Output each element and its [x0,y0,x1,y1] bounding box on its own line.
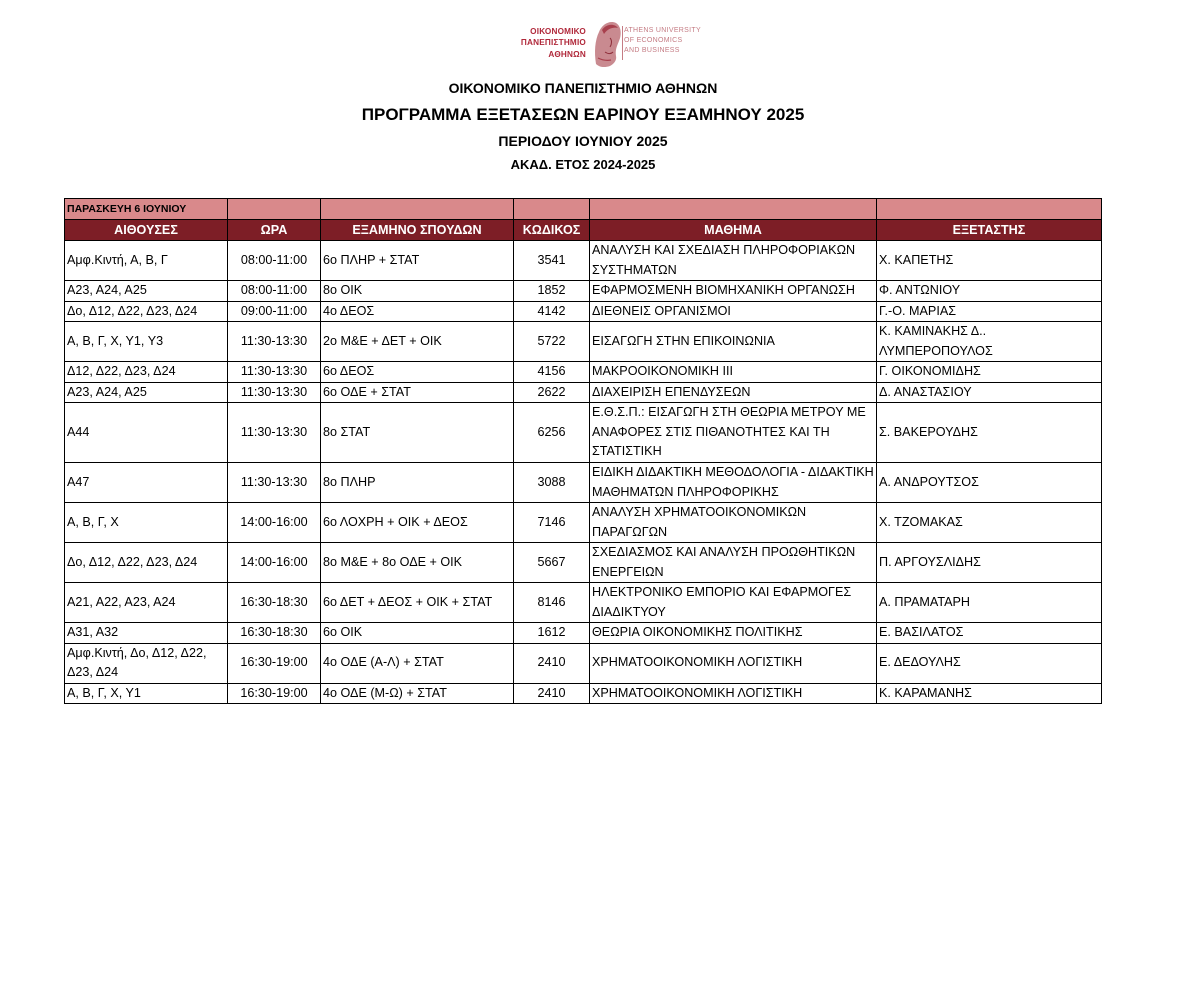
cell-course: ΕΦΑΡΜΟΣΜΕΝΗ ΒΙΟΜΗΧΑΝΙΚΗ ΟΡΓΑΝΩΣΗ [590,281,877,302]
cell-time: 14:00-16:00 [228,503,321,543]
table-row [65,241,1102,281]
cell-code: 6256 [514,403,590,463]
cell-semester: 4ο ΟΔΕ (Α-Λ) + ΣΤΑΤ [321,643,514,683]
cell-semester: 6ο ΔΕΟΣ [321,362,514,383]
cell-time: 14:00-16:00 [228,543,321,583]
cell-code: 7146 [514,503,590,543]
table-row [65,643,1102,683]
cell-time: 11:30-13:30 [228,403,321,463]
cell-examiner: Χ. ΤΖΟΜΑΚΑΣ [877,503,1102,543]
cell-semester: 6ο ΟΙΚ [321,623,514,644]
cell-course: ΜΑΚΡΟΟΙΚΟΝΟΜΙΚΗ ΙΙΙ [590,362,877,383]
table-row [65,322,1102,362]
cell-course: ΣΧΕΔΙΑΣΜΟΣ ΚΑΙ ΑΝΑΛΥΣΗ ΠΡΟΩΘΗΤΙΚΩΝ ΕΝΕΡΓΕΙΩΝ [590,543,877,583]
col-header-code: ΚΩΔΙΚΟΣ [514,220,590,241]
cell-rooms: Α44 [65,403,228,463]
cell-course: ΕΙΣΑΓΩΓΗ ΣΤΗΝ ΕΠΙΚΟΙΝΩΝΙΑ [590,322,877,362]
university-name: ΟΙΚΟΝΟΜΙΚΟ ΠΑΝΕΠΙΣΤΗΜΙΟ ΑΘΗΝΩΝ [448,80,718,96]
cell-rooms: Α31, Α32 [65,623,228,644]
cell-semester: 2ο Μ&Ε + ΔΕΤ + ΟΙΚ [321,322,514,362]
table-row [65,623,1102,644]
exam-period: ΠΕΡΙΟΔΟΥ ΙΟΥΝΙΟΥ 2025 [498,133,668,149]
logo-english-text: ATHENS UNIVERSITY OF ECONOMICS AND BUSINESS [624,27,701,55]
cell-examiner: Π. ΑΡΓΟΥΣΛΙΔΗΣ [877,543,1102,583]
cell-semester: 8ο ΟΙΚ [321,281,514,302]
col-header-time: ΩΡΑ [228,220,321,241]
cell-code: 2622 [514,382,590,403]
table-row [65,403,1102,463]
cell-time: 09:00-11:00 [228,301,321,322]
table-row [65,281,1102,302]
cell-semester: 6ο ΟΔΕ + ΣΤΑΤ [321,382,514,403]
cell-rooms: Αμφ.Κιντή, Α, Β, Γ [65,241,228,281]
cell-examiner: Κ. ΚΑΡΑΜΑΝΗΣ [877,683,1102,704]
cell-time: 16:30-18:30 [228,583,321,623]
cell-examiner: Χ. ΚΑΠΕΤΗΣ [877,241,1102,281]
day-row [65,199,1102,220]
cell-code: 5722 [514,322,590,362]
cell-course: ΑΝΑΛΥΣΗ ΧΡΗΜΑΤΟΟΙΚΟΝΟΜΙΚΩΝ ΠΑΡΑΓΩΓΩΝ [590,503,877,543]
cell-semester: 4ο ΔΕΟΣ [321,301,514,322]
table-row [65,362,1102,383]
cell-course: ΔΙΕΘΝΕΙΣ ΟΡΓΑΝΙΣΜΟΙ [590,301,877,322]
col-header-rooms: ΑΙΘΟΥΣΕΣ [65,220,228,241]
university-logo [488,14,710,72]
col-header-semester: ΕΞΑΜΗΝΟ ΣΠΟΥΔΩΝ [321,220,514,241]
academic-year: ΑΚΑΔ. ΕΤΟΣ 2024-2025 [510,157,656,172]
cell-semester: 8ο ΠΛΗΡ [321,463,514,503]
cell-semester: 8ο ΣΤΑΤ [321,403,514,463]
table-row [65,382,1102,403]
cell-examiner: Φ. ΑΝΤΩΝΙΟΥ [877,281,1102,302]
cell-course: ΑΝΑΛΥΣΗ ΚΑΙ ΣΧΕΔΙΑΣΗ ΠΛΗΡΟΦΟΡΙΑΚΩΝ ΣΥΣΤΗΜΑΤΩΝ [590,241,877,281]
table-row [65,503,1102,543]
cell-time: 11:30-13:30 [228,463,321,503]
table-row [65,683,1102,704]
cell-code: 2410 [514,643,590,683]
exam-schedule-table [64,198,1102,704]
cell-examiner: Α. ΑΝΔΡΟΥΤΣΟΣ [877,463,1102,503]
cell-semester: 6ο ΠΛΗΡ + ΣΤΑΤ [321,241,514,281]
cell-examiner: Ε. ΔΕΔΟΥΛΗΣ [877,643,1102,683]
cell-course: ΕΙΔΙΚΗ ΔΙΔΑΚΤΙΚΗ ΜΕΘΟΔΟΛΟΓΙΑ - ΔΙΔΑΚΤΙΚΗ ΜΑΘΗΜΑΤΩΝ ΠΛΗΡΟΦΟΡΙΚΗΣ [590,463,877,503]
table-row [65,583,1102,623]
logo-greek-text: ΟΙΚΟΝΟΜΙΚΟ ΠΑΝΕΠΙΣΤΗΜΙΟ ΑΘΗΝΩΝ [520,27,586,59]
cell-course: ΘΕΩΡΙΑ ΟΙΚΟΝΟΜΙΚΗΣ ΠΟΛΙΤΙΚΗΣ [590,623,877,644]
cell-examiner: Κ. ΚΑΜΙΝΑΚΗΣ Δ.. ΛΥΜΠΕΡΟΠΟΥΛΟΣ [877,322,1102,362]
cell-course: ΔΙΑΧΕΙΡΙΣΗ ΕΠΕΝΔΥΣΕΩΝ [590,382,877,403]
athena-head-icon [590,14,624,70]
table-row [65,301,1102,322]
cell-rooms: Α47 [65,463,228,503]
cell-code: 1852 [514,281,590,302]
cell-time: 11:30-13:30 [228,362,321,383]
cell-code: 3088 [514,463,590,503]
document-title: ΠΡΟΓΡΑΜΜΑ ΕΞΕΤΑΣΕΩΝ ΕΑΡΙΝΟΥ ΕΞΑΜΗΝΟΥ 2025 [361,105,805,124]
cell-course: ΧΡΗΜΑΤΟΟΙΚΟΝΟΜΙΚΗ ΛΟΓΙΣΤΙΚΗ [590,683,877,704]
cell-course: ΗΛΕΚΤΡΟΝΙΚΟ ΕΜΠΟΡΙΟ ΚΑΙ ΕΦΑΡΜΟΓΕΣ ΔΙΑΔΙΚΤΥΟΥ [590,583,877,623]
cell-time: 16:30-19:00 [228,643,321,683]
column-header-row [65,220,1102,241]
cell-rooms: Δο, Δ12, Δ22, Δ23, Δ24 [65,301,228,322]
cell-rooms: Δ12, Δ22, Δ23, Δ24 [65,362,228,383]
cell-time: 08:00-11:00 [228,281,321,302]
cell-time: 08:00-11:00 [228,241,321,281]
cell-rooms: Α, Β, Γ, Χ [65,503,228,543]
cell-rooms: Α23, Α24, Α25 [65,382,228,403]
day-label: ΠΑΡΑΣΚΕΥΗ 6 ΙΟΥΝΙΟΥ [65,199,228,220]
cell-examiner: Γ. ΟΙΚΟΝΟΜΙΔΗΣ [877,362,1102,383]
cell-code: 2410 [514,683,590,704]
table-body [65,199,1102,704]
cell-code: 8146 [514,583,590,623]
cell-rooms: Αμφ.Κιντή, Δο, Δ12, Δ22, Δ23, Δ24 [65,643,228,683]
cell-examiner: Γ.-Ο. ΜΑΡΙΑΣ [877,301,1102,322]
cell-examiner: Δ. ΑΝΑΣΤΑΣΙΟΥ [877,382,1102,403]
cell-examiner: Σ. ΒΑΚΕΡΟΥΔΗΣ [877,403,1102,463]
cell-rooms: Α, Β, Γ, Χ, Υ1 [65,683,228,704]
col-header-examiner: ΕΞΕΤΑΣΤΗΣ [877,220,1102,241]
cell-rooms: Α21, Α22, Α23, Α24 [65,583,228,623]
cell-time: 11:30-13:30 [228,382,321,403]
cell-rooms: Α23, Α24, Α25 [65,281,228,302]
cell-rooms: Δο, Δ12, Δ22, Δ23, Δ24 [65,543,228,583]
cell-semester: 4ο ΟΔΕ (Μ-Ω) + ΣΤΑΤ [321,683,514,704]
cell-time: 16:30-18:30 [228,623,321,644]
cell-code: 1612 [514,623,590,644]
cell-time: 16:30-19:00 [228,683,321,704]
cell-course: Ε.Θ.Σ.Π.: ΕΙΣΑΓΩΓΗ ΣΤΗ ΘΕΩΡΙΑ ΜΕΤΡΟΥ ΜΕ ΑΝΑΦΟΡΕΣ ΣΤΙΣ ΠΙΘΑΝΟΤΗΤΕΣ ΚΑΙ ΤΗ ΣΤΑΤΙΣΤΙΚΗ [590,403,877,463]
logo-divider [622,26,623,60]
cell-code: 3541 [514,241,590,281]
cell-semester: 8ο Μ&Ε + 8ο ΟΔΕ + ΟΙΚ [321,543,514,583]
table-row [65,543,1102,583]
cell-course: ΧΡΗΜΑΤΟΟΙΚΟΝΟΜΙΚΗ ΛΟΓΙΣΤΙΚΗ [590,643,877,683]
cell-time: 11:30-13:30 [228,322,321,362]
cell-examiner: Α. ΠΡΑΜΑΤΑΡΗ [877,583,1102,623]
cell-rooms: Α, Β, Γ, Χ, Υ1, Υ3 [65,322,228,362]
cell-semester: 6ο ΔΕΤ + ΔΕΟΣ + ΟΙΚ + ΣΤΑΤ [321,583,514,623]
col-header-course: ΜΑΘΗΜΑ [590,220,877,241]
table-row [65,463,1102,503]
cell-code: 4156 [514,362,590,383]
cell-code: 4142 [514,301,590,322]
cell-examiner: Ε. ΒΑΣΙΛΑΤΟΣ [877,623,1102,644]
cell-semester: 6ο ΛΟΧΡΗ + ΟΙΚ + ΔΕΟΣ [321,503,514,543]
cell-code: 5667 [514,543,590,583]
